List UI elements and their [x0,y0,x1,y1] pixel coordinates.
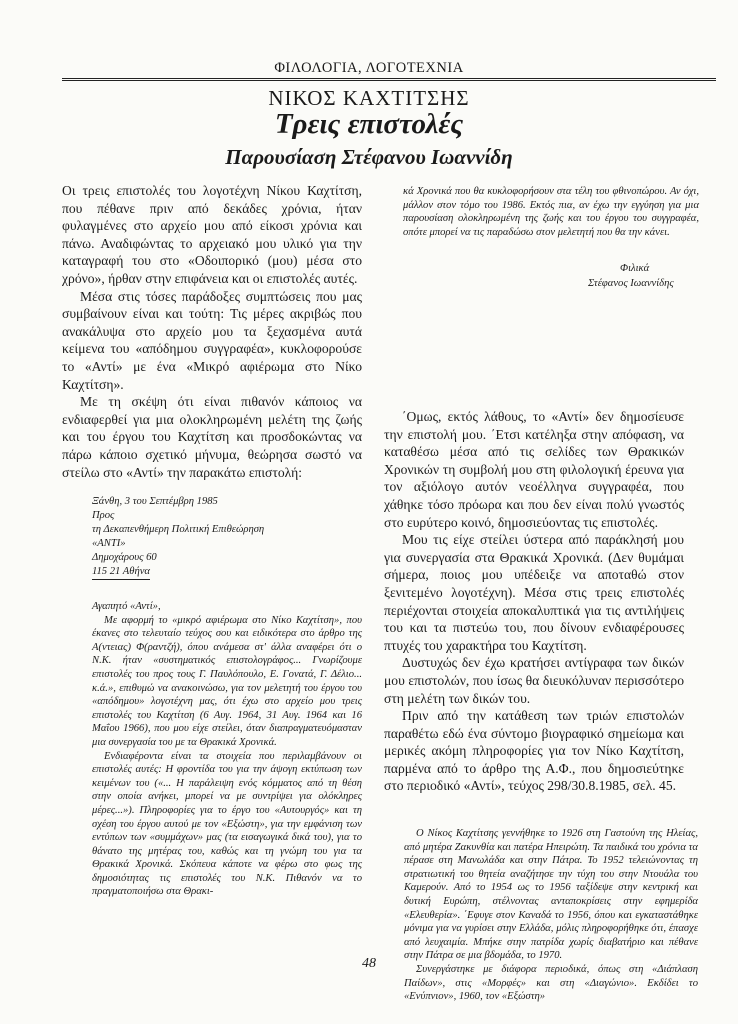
bio-paragraph: Συνεργάστηκε με διάφορα περιοδικά, όπως στη «Διάπλαση Παίδων», στις «Μορφές» και στη «Διαγώνιο». Εκδίδει το «Ενύπνιον», 1960, τον «Εξώστη» [404,963,698,1003]
letter-postcode: 115 21 Αθήνα [92,565,150,580]
right-column [384,408,684,795]
bio-note [404,827,698,1004]
letter-street: Δημοχάρους 60 [92,552,157,563]
letter-address [92,495,362,580]
section-label: ΦΙΛΟΛΟΓΙΑ, ΛΟΓΟΤΕΧΝΙΑ [274,60,464,76]
letter-greeting: Αγαπητό «Αντί», [92,601,161,612]
paragraph: Μου τις είχε στείλει ύστερα από παράκλησή μου για συνεργασία στα Θρακικά Χρονικά. (Δεν θυμάμαι σήμερα, ποιος μου υπέδειξε να αποταθώ στον ξενιτεμένο λογοτέχνη). Μέσα στις τρεις επιστολές περιέχονται στοιχεία αποκαλυπτικά για τις αντιλήψεις του και τα πιστεύω του, που δίνουν ενδιαφέρουσες πτυχές του χαρακτήρα του Καχτίτση. [384,532,684,653]
header-rule-double [62,80,716,81]
letter-paragraph: Ενδιαφέροντα είναι τα στοιχεία που περιλαμβάνουν οι επιστολές αυτές: Η φροντίδα του για την άψογη εκτύπωση των κειμένων του («... Η παράλειψη ενός κόμματος από τη θέση στην οποία ανήκει, μπορεί να με συντρίψει για ολόκληρες μέρες...»). Πληροφορίες για το έργο του «Αυτουργός» και τη σχέση του έργου αυτού με τον «Εξώστη», για την εμφάνιση των εντύπων των «συμμάχων» μας (τα εισαγωγικά δικά του), για το θάνατο της μητέρας του, καθώς και τη γνώμη του για τα Θρακικά Χρονικά. Σκόπευα κάποτε να φέρω στο φως της δημοσιότητας τις επιστολές του Ν.Κ. Πιθανόν να το πραγματοποιήσω στα Θρακι- [92,750,362,898]
article-title: Τρεις επιστολές [274,108,464,140]
left-column [62,182,362,481]
page-number: 48 [362,956,376,971]
letter-place-date: Ξάνθη, 3 του Σεπτέμβρη 1985 [92,496,218,507]
paragraph: Οι τρεις επιστολές του λογοτέχνη Νίκου Καχτίτση, που πέθανε πριν από δεκάδες χρόνια, ήταν φυλαγμένες στο αρχείο μου από είκοσι χρόνια και πάνω. Αναδιφώντας το αρχειακό μου υλικό για την καταγραφή του στο «Οδοιπορικό (μου) μέσα στο χρόνο», ήρθαν στην επιφάνεια και οι επιστολές αυτές. [62,183,362,286]
letter-to: Προς [92,510,115,521]
letter-paragraph: Με αφορμή το «μικρό αφιέρωμα στο Νίκο Καχτίτση», που έκανες στο τελευταίο τεύχος σου και ειδικότερα στο άρθρο της Α(ντειας) Φ(ραντζή), όπου ανάμεσα στ' άλλα αναφέρει ότι ο Ν.Κ. ήταν «συστηματικός επιστολογράφος... Γνωρίζουμε επιστολές του προς τους Γ. Παυλόπουλο, Ε. Γονατά, Γ. Δέλιο... κ.ά.», επιθυμώ να ανακοινώσω, για τον μελετητή του έργου του «απόδημου» λογοτέχνη μας, ότι έχω στο αρχείο μου τρεις επιστολές του Καχτίτση (6 Αυγ. 1964, 31 Αυγ. 1964 και 16 Μαΐου 1966), που μου είχε στείλει, όταν διαπραγματευόμασταν μια συνεργασία του με τα Θρακικά Χρονικά. [92,614,362,748]
letter-paragraph: κά Χρονικά που θα κυκλοφορήσουν στα τέλη του φθινοπώρου. Αν όχι, μάλλον στον τόμο του 1986. Εκτός πια, αν έχω την εγγύηση για μια παρουσίαση ολοκληρωμένη της ζωής και του έργου του συγγραφέα, οπότε μπορεί να τις παραδώσω στον μελετητή που θα την κάνει. [403,186,699,238]
letter-signature: Στέφανος Ιωαννίδης [588,278,674,289]
letter-recipient: τη Δεκαπενθήμερη Πολιτική Επιθεώρηση [92,524,265,535]
paragraph: ΄Ομως, εκτός λάθους, το «Αντί» δεν δημοσίευσε την επιστολή μου. ΄Ετσι κατέληξα στην απόφαση, να καταθέσω μέσα από τις σελίδες των Θρακικών Χρονικών τη συμβολή μου στη φιλολογική έρευνα για τον αξιόλογο αυτόν νεοέλληνα συγγραφέα, που χάθηκε τόσο πρόωρα και που δεν είναι πολύ γνωστός στο ευρύτερο κοινό, δημοσιεύοντας τις επιστολές. [384,409,684,530]
letter-recipient-name: «ΑΝΤΙ» [92,538,126,549]
letter-closing: Φιλικά [620,263,650,274]
paragraph: Μέσα στις τόσες παράδοξες συμπτώσεις που μας συμβαίνουν είναι και τούτη: Τις μέρες ακριβώς που ανακάλυψα στο αρχείο μου τα ξεχασμένα αυτά κείμενα του «απόδημου συγγραφέα», κυκλοφορούσε το «Αντί» με ένα «Μικρό αφιέρωμα στο Νίκο Καχτίτση». [62,288,362,392]
letter-continuation [403,185,699,239]
paragraph: Δυστυχώς δεν έχω κρατήσει αντίγραφα των δικών μου επιστολών, που ίσως θα διευκόλυναν περισσότερο στη μελέτη των δικών του. [384,655,684,706]
paragraph: Πριν από την κατάθεση των τριών επιστολών παραθέτω εδώ ένα σύντομο βιογραφικό σημείωμα και μερικές ακόμη πληροφορίες για τον Νίκο Καχτίτση, παρμένα από το άρθρο της Α.Φ., που δημοσιεύτηκε στο περιοδικό «Αντί», τεύχος 298/30.8.1985, σελ. 45. [384,708,684,794]
article-subtitle: Παρουσίαση Στέφανου Ιωαννίδη [225,145,513,169]
header-rule [62,78,716,79]
letter-body [92,600,362,899]
author-name: ΝΙΚΟΣ ΚΑΧΤΙΤΣΗΣ [268,86,470,110]
paragraph: Με τη σκέψη ότι είναι πιθανόν κάποιος να ενδιαφερθεί για μια ολοκληρωμένη μελέτη της ζωής και του έργου του Καχτίτση και προσδοκώντας να πάρω κάποιο σχετικό μήνυμα, θεώρησα σωστό να στείλω στο «Αντί» την παρακάτω επιστολή: [62,394,362,480]
bio-paragraph: Ο Νίκος Καχτίτσης γεννήθηκε το 1926 στη Γαστούνη της Ηλείας, από μητέρα Ζακυνθία και πατέρα Ηπειρώτη. Τα παιδικά του χρόνια τα πέρασε στη Μανωλάδα και στην Πάτρα. Το 1952 τελειώνοντας τη στρατιωτική του θητεία αναζήτησε την τύχη του στην Ντουάλα του Καμερούν. Από το 1954 ως το 1956 ταξίδεψε στην κεντρική και δυτική Ευρώπη, στέλνοντας ανταποκρίσεις στην εφημερίδα «Ελευθερία». ΄Εφυγε στον Καναδά το 1956, όπου και εγκαταστάθηκε μόνιμα για να γυρίσει στην Ελλάδα, μόλις πληροφορήθηκε ότι, έπασχε από λευχαιμία. Μπήκε στην πατρίδα χωρίς διαβατήριο και πέθανε στην Πάτρα σε μια βδομάδα, το 1970. [404,828,698,962]
